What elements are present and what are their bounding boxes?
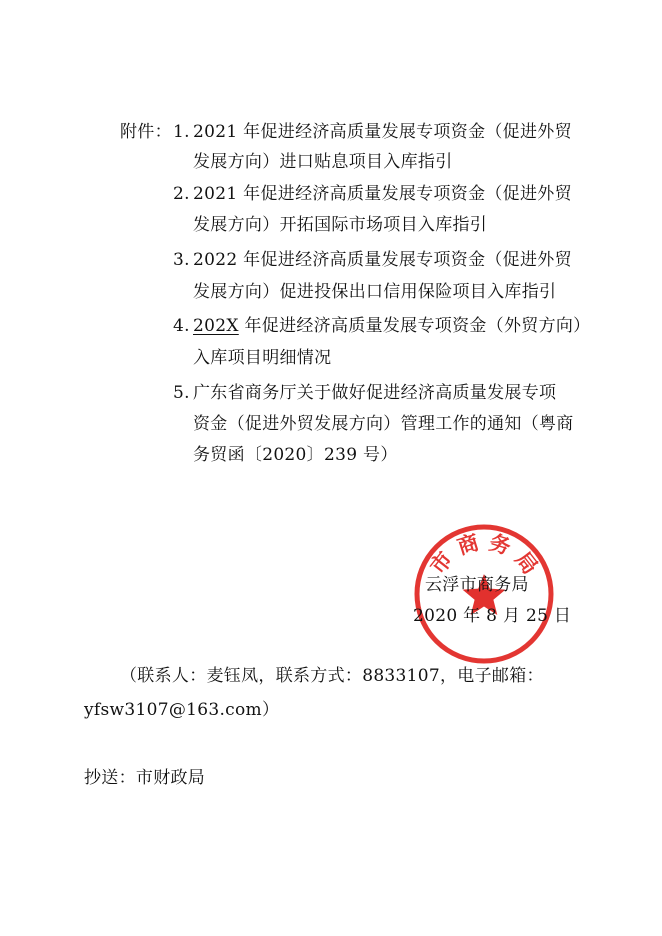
attachment-5-line1: 广东省商务厅关于做好促进经济高质量发展专项: [193, 383, 557, 403]
attachment-3-line2: 发展方向）促进投保出口信用保险项目入库指引: [193, 282, 557, 302]
attachment-3-line1: 2022 年促进经济高质量发展专项资金（促进外贸: [193, 250, 572, 270]
attachment-5-line3: 务贸函〔2020〕239 号）: [193, 445, 398, 465]
attachment-2-line1: 2021 年促进经济高质量发展专项资金（促进外贸: [193, 184, 572, 204]
attachment-4-line1-rest: 年促进经济高质量发展专项资金（外贸方向）: [238, 316, 591, 336]
attachment-5-number: 5.: [173, 383, 190, 403]
attachment-3-number: 3.: [173, 250, 190, 270]
attachment-4-year: 202X: [193, 316, 239, 336]
attachment-4-line1: [193, 316, 590, 336]
attachment-2-number: 2.: [173, 184, 190, 204]
attachment-1-line1: 2021 年促进经济高质量发展专项资金（促进外贸: [193, 122, 572, 142]
seal-text: 市 商 务 局: [425, 530, 543, 579]
contact-line-1: （联系人：麦钰凤，联系方式：8833107，电子邮箱：: [120, 666, 544, 686]
attachment-1-number: 1.: [173, 122, 190, 142]
attachment-2-line2: 发展方向）开拓国际市场项目入库指引: [193, 215, 488, 235]
signature-date: 2020 年 8 月 25 日: [413, 606, 572, 626]
attachment-5-line2: 资金（促进外贸发展方向）管理工作的通知（粤商: [193, 414, 574, 434]
contact-line-2: yfsw3107@163.com）: [84, 700, 280, 720]
cc-line: 抄送：市财政局: [84, 768, 206, 788]
attachment-4-line2: 入库项目明细情况: [193, 348, 332, 368]
signature-organization: 云浮市商务局: [425, 575, 529, 595]
attachments-label: 附件：: [120, 122, 172, 142]
attachment-4-number: 4.: [173, 316, 190, 336]
attachment-1-line2: 发展方向）进口贴息项目入库指引: [193, 152, 453, 172]
